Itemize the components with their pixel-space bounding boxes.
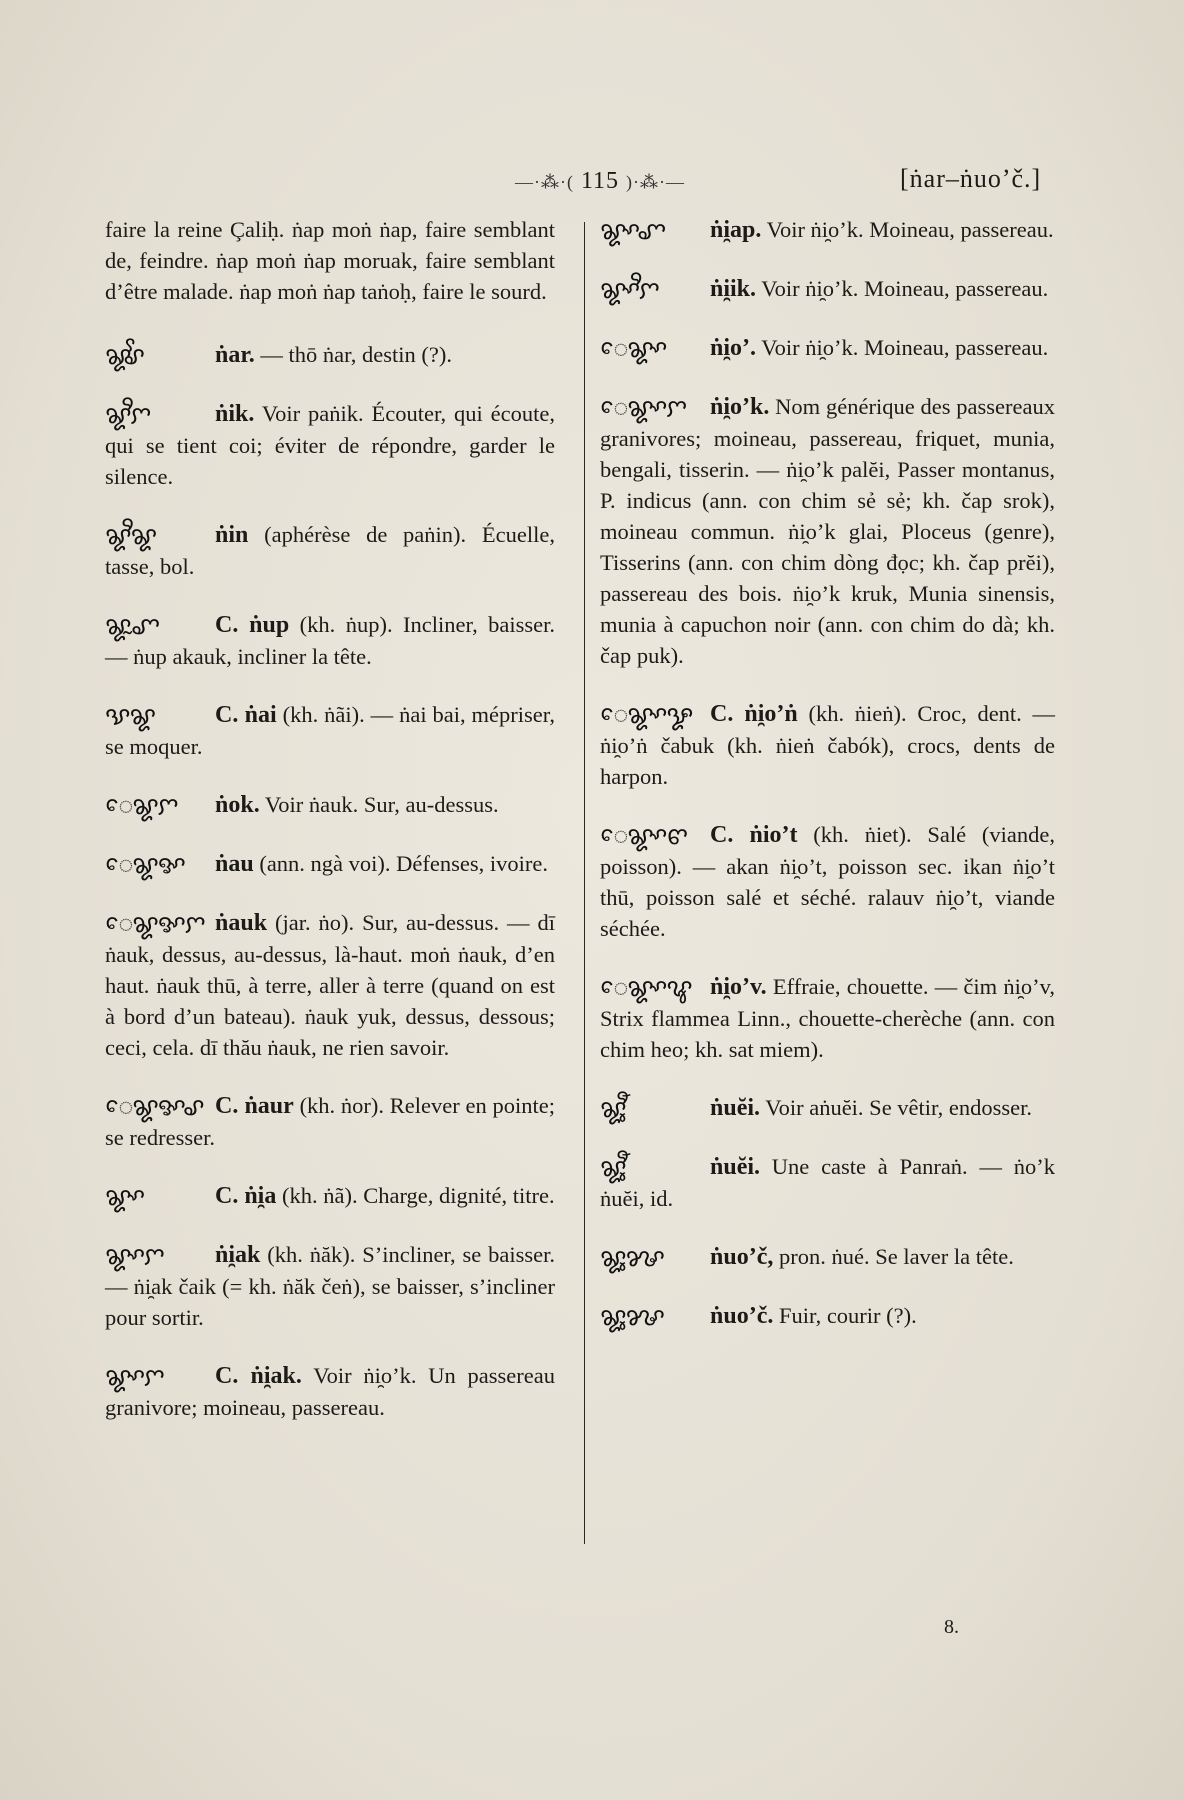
entry-definition: Voir ṅi̯o’k. Moineau, passereau. (756, 335, 1049, 360)
dictionary-entry (105, 699, 555, 762)
entry-definition: Voir ṅi̯o’k. Moineau, passereau. (756, 276, 1049, 301)
entry-headword: ṅi̯ak (215, 1242, 261, 1268)
entry-headword: ṅuo’č, (710, 1244, 774, 1270)
entry-definition: (aphérèse de paṅin). Écuelle, tasse, bol. (105, 522, 555, 579)
entry-headword: ṅar. (215, 342, 255, 368)
cham-script-glyph: ꨯꨘꨳꨋ (600, 700, 693, 729)
cham-script-glyph: ꨘꨶꨬ (600, 1094, 626, 1123)
entry-headword: ṅi̯ap. (710, 217, 762, 243)
dictionary-entry (105, 398, 555, 492)
entry-headword: ṅauk (215, 910, 268, 936)
cham-script-glyph: ꨘꨶꨍ (600, 1243, 664, 1272)
entry-definition: (kh. ṅup). Incliner, baisser. — ṅup akauk, incliner la tête. (105, 612, 555, 669)
cham-script-glyph: ꨘꨪꨆ (105, 400, 151, 429)
dictionary-entry (600, 698, 1055, 792)
cham-script-glyph: ꨯꨘꨀ (105, 850, 185, 879)
cham-script-glyph: ꨯꨘꨳꨓ (600, 821, 688, 850)
entry-headword: ṅok. (215, 792, 260, 818)
dictionary-entry (105, 1360, 555, 1423)
continuation-text: faire la reine Çaliḥ. ṅap moṅ ṅap, faire semblant de, feindre. ṅap moṅ ṅap moruak, faire semblant d’être malade. ṅap moṅ ṅap taṅoḥ, faire le sourd. (105, 217, 555, 304)
cham-script-glyph: ꨘꨩꨣ (105, 341, 145, 370)
cham-script-glyph: ꨘꨳꨆ (105, 1241, 164, 1270)
guide-words: [ṅar–ṅuo’č.] (900, 164, 1042, 193)
entry-definition: (kh. ṅor). Relever en pointe; se redresser. (105, 1093, 555, 1150)
entry-definition: Voir ṅauk. Sur, au-dessus. (259, 792, 499, 817)
entry-headword: ṅin (215, 522, 249, 548)
dictionary-entry (105, 1239, 555, 1333)
entry-definition: (kh. ṅiet). Salé (viande, poisson). — akan ṅi̯o’t, poisson sec. ikan ṅi̯o’t thū, poisson salé et séché. ralauv ṅi̯o’t, viande séchée. (600, 822, 1055, 941)
right-ornament: )·⁂·— (626, 172, 686, 192)
dictionary-entry (105, 907, 555, 1063)
dictionary-entry (105, 789, 555, 821)
entry-headword: ṅuĕi. (710, 1095, 761, 1121)
entry-definition: (ann. ngà voi). Défenses, ivoire. (253, 851, 548, 876)
entry-headword: C. ṅai (215, 702, 277, 728)
entry-headword: ṅi̯o’. (710, 335, 757, 361)
right-column (600, 214, 1055, 1359)
entry-headword: ṅi̯ik. (710, 276, 757, 302)
entry-definition: Une caste à Panraṅ. — ṅo’k ṅuĕi, id. (600, 1154, 1055, 1211)
entry-definition: Nom générique des passereaux granivores; moineau, passereau, friquet, munia, bengali, tisserin. — ṅi̯o’k palĕi, Passer montanus, P. indicus (ann. con chim sẻ sẻ; kh. čap srok), moineau commun. ṅi̯o’k glai, Ploceus (genre), Tisserins (ann. con chim dòng đọc; kh. čap prĕi), passereau des bois. ṅi̯o’k kruk, Munia sinensis, munia à capuchon noir (ann. con chim do dà; kh. čap puk). (600, 394, 1055, 668)
page-number: —·⁂·( 115 )·⁂·— (514, 168, 686, 194)
entry-definition: Effraie, chouette. — čim ṅi̯o’v, Strix flammea Linn., chouette-cherèche (ann. con chim heo; kh. sat miem). (600, 974, 1055, 1062)
entry-headword: ṅik. (215, 401, 255, 427)
dictionary-entry (600, 1300, 1055, 1332)
entry-headword: C. ṅi̯ak. (215, 1363, 302, 1389)
entry-definition: Voir paṅik. Écouter, qui écoute, qui se tient coi; éviter de répondre, garder le silence. (105, 401, 555, 489)
cham-script-glyph: ꨘꨶꨍ (600, 1302, 664, 1331)
dictionary-entry (105, 1090, 555, 1153)
cham-script-glyph: ꨘꨶꨬ (600, 1153, 626, 1182)
cham-script-glyph: ꨯꨘꨳꨆ (600, 393, 687, 422)
entry-definition: Fuir, courir (?). (773, 1303, 917, 1328)
dictionary-entry (105, 609, 555, 672)
dictionary-entry (105, 339, 555, 371)
entry-definition: Voir ṅi̯o’k. Moineau, passereau. (761, 217, 1054, 242)
cham-script-glyph: ꨘꨳꨆ (105, 1362, 164, 1391)
entry-headword: C. ṅi̯o’ṅ (710, 701, 798, 727)
entry-headword: C. ṅaur (215, 1093, 294, 1119)
dictionary-entry (105, 519, 555, 582)
entry-definition: (jar. ṅo). Sur, au-dessus. — dī ṅauk, dessus, au-dessus, là-haut. moṅ ṅauk, d’en haut. ṅauk thū, à terre, aller à terre (quand on est à bord d’un bateau). ṅauk yuk, dessus, dessous; ceci, cela. dī thău ṅauk, ne rien savoir. (105, 910, 555, 1060)
cham-script-glyph: ꨘꨭꨚ (105, 611, 160, 640)
entry-headword: C. ṅup (215, 612, 290, 638)
left-ornament: —·⁂·( (514, 172, 574, 192)
entry-definition: (kh. ṅã). Charge, dignité, titre. (276, 1183, 555, 1208)
cham-script-glyph: ꨘꨳꨚ (600, 216, 666, 245)
dictionary-entry (600, 1241, 1055, 1273)
cham-script-glyph: ꨯꨘꨳꨥ (600, 973, 692, 1002)
dictionary-entry (600, 273, 1055, 305)
entry-headword: ṅuĕi. (710, 1154, 761, 1180)
entry-headword: C. ṅio’t (710, 822, 798, 848)
signature-mark: 8. (944, 1616, 959, 1638)
entry-headword: ṅuo’č. (710, 1303, 774, 1329)
dictionary-entry (600, 1151, 1055, 1214)
dictionary-entry (105, 848, 555, 880)
dictionary-entry (600, 819, 1055, 944)
entry-definition: (kh. ṅăk). S’incliner, se baisser. — ṅi̯ak čaik (= kh. ṅăk čeṅ), se baisser, s’incliner pour sortir. (105, 1242, 555, 1330)
dictionary-entry (600, 391, 1055, 671)
dictionary-entry (105, 1180, 555, 1212)
entry-headword: ṅi̯o’v. (710, 974, 767, 1000)
entry-definition: (kh. ṅieṅ). Croc, dent. — ṅi̯o’ṅ čabuk (kh. ṅieṅ čabók), crocs, dents de harpon. (600, 701, 1056, 789)
dictionary-entry (600, 332, 1055, 364)
cham-script-glyph: ꨯꨘꨀꨣ (105, 1092, 204, 1121)
cham-script-glyph: ꨯꨘꨆ (105, 791, 178, 820)
cham-script-glyph: ꨯꨘꨳ (600, 334, 667, 363)
dictionary-entry (600, 1092, 1055, 1124)
entry-definition: Voir ṅi̯o’k. Un passereau granivore; moineau, passereau. (105, 1363, 555, 1420)
left-column (105, 214, 555, 1450)
cham-script-glyph: ꨕꨘ (105, 701, 156, 730)
cham-script-glyph: ꨘꨳ (105, 1182, 145, 1211)
entry-definition: — thō ṅar, destin (?). (254, 342, 452, 367)
dictionary-entry (600, 971, 1055, 1065)
entry-definition: pron. ṅué. Se laver la tête. (773, 1244, 1014, 1269)
entry-headword: ṅau (215, 851, 254, 877)
entry-definition: Voir aṅuĕi. Se vêtir, endosser. (760, 1095, 1032, 1120)
cham-script-glyph: ꨯꨘꨀꨆ (105, 909, 205, 938)
entry-headword: ṅi̯o’k. (710, 394, 770, 420)
cham-script-glyph: ꨘꨪꨘ (105, 521, 157, 550)
dictionary-entry (600, 214, 1055, 246)
column-divider (584, 222, 585, 1544)
entry-definition: (kh. ṅãi). — ṅai bai, mépriser, se moquer. (105, 702, 555, 759)
entry-headword: C. ṅi̯a (215, 1183, 277, 1209)
cham-script-glyph: ꨘꨳꨪꨆ (600, 275, 659, 304)
